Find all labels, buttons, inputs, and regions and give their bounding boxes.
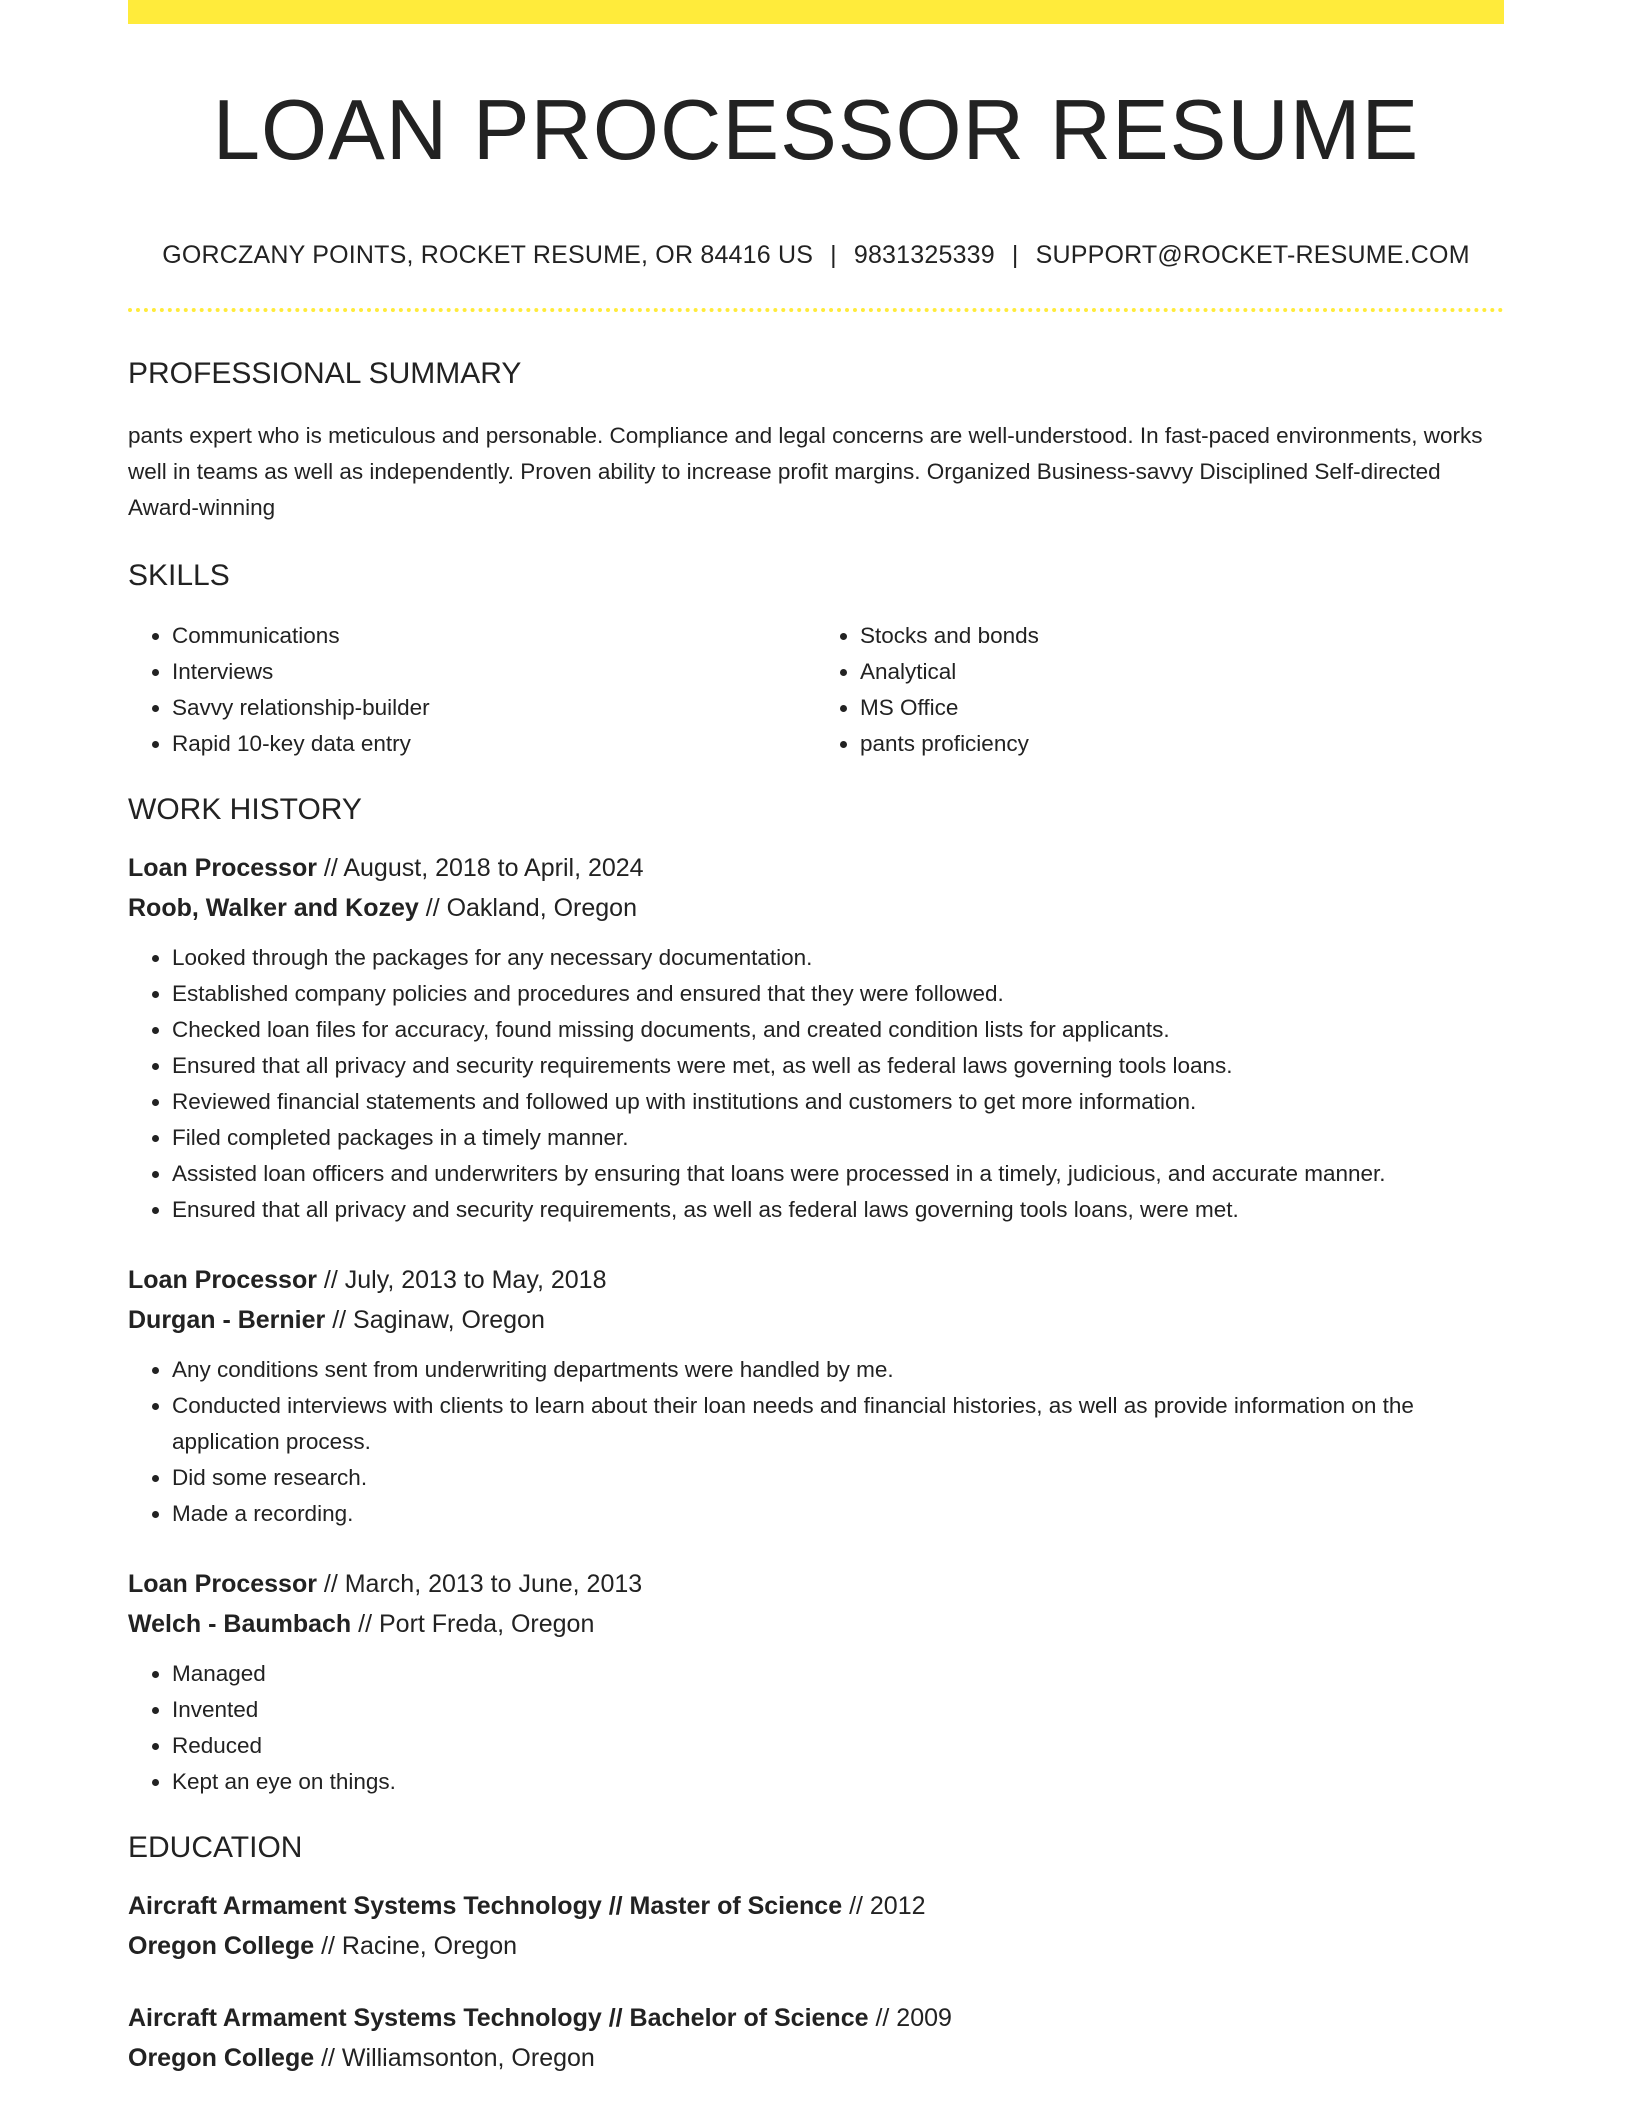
resume-title: LOAN PROCESSOR RESUME (212, 83, 1420, 178)
education-school-line (128, 1926, 1504, 1966)
job-bullet: • Reviewed financial statements and followed up with institutions and customers to get more information. (172, 1084, 1504, 1120)
job-title-line (128, 848, 1504, 888)
skill-item: • pants proficiency (860, 726, 1504, 762)
job-title-line (128, 1260, 1504, 1300)
job-bullet: • Any conditions sent from underwriting departments were handled by me. (172, 1352, 1504, 1388)
job-company-line (128, 1300, 1504, 1340)
dotted-divider (128, 308, 1504, 312)
education-school: Oregon College (128, 1931, 315, 1960)
education-degree: Aircraft Armament Systems Technology // Bachelor of Science (128, 2003, 869, 2032)
job-bullets (128, 1352, 1504, 1532)
job-title-line (128, 1564, 1504, 1604)
education-degree-line (128, 1998, 1504, 2038)
job-company-line (128, 1604, 1504, 1644)
skill-item: • MS Office (860, 690, 1504, 726)
education-location: // Racine, Oregon (314, 1931, 518, 1960)
contact-separator: | (1011, 240, 1019, 269)
education-location: // Williamsonton, Oregon (314, 2043, 595, 2072)
job-role: Loan Processor (128, 1265, 317, 1294)
skill-item: • Analytical (860, 654, 1504, 690)
education-heading: EDUCATION (128, 1830, 303, 1864)
education-year: // 2009 (868, 2003, 952, 2032)
skill-item: • Savvy relationship-builder (172, 690, 816, 726)
skill-item: • Stocks and bonds (860, 618, 1504, 654)
education-year: // 2012 (842, 1891, 926, 1920)
job-bullet: • Looked through the packages for any necessary documentation. (172, 940, 1504, 976)
skills-heading: SKILLS (128, 558, 230, 592)
skills-column-left (128, 618, 816, 762)
job-entry (128, 1260, 1504, 1532)
job-bullet: • Filed completed packages in a timely manner. (172, 1120, 1504, 1156)
job-bullet: • Managed (172, 1656, 1504, 1692)
education-school-line (128, 2038, 1504, 2078)
education-school: Oregon College (128, 2043, 315, 2072)
job-bullet: • Made a recording. (172, 1496, 1504, 1532)
job-bullet: • Ensured that all privacy and security requirements were met, as well as federal laws governing tools loans. (172, 1048, 1504, 1084)
contact-email: SUPPORT@ROCKET-RESUME.COM (1035, 240, 1470, 269)
job-dates: // July, 2013 to May, 2018 (316, 1265, 607, 1294)
contact-address: GORCZANY POINTS, ROCKET RESUME, OR 84416 US (162, 240, 814, 269)
job-location: // Saginaw, Oregon (325, 1305, 545, 1334)
job-dates: // March, 2013 to June, 2013 (316, 1569, 643, 1598)
skill-item: • Rapid 10-key data entry (172, 726, 816, 762)
contact-phone: 9831325339 (853, 240, 995, 269)
job-dates: // August, 2018 to April, 2024 (316, 853, 644, 882)
job-bullet: • Invented (172, 1692, 1504, 1728)
education-degree: Aircraft Armament Systems Technology // Master of Science (128, 1891, 843, 1920)
summary-heading: PROFESSIONAL SUMMARY (128, 356, 522, 390)
job-company-line (128, 888, 1504, 928)
job-role: Loan Processor (128, 853, 317, 882)
skill-item: • Communications (172, 618, 816, 654)
job-bullet: • Reduced (172, 1728, 1504, 1764)
skills-column-right (816, 618, 1504, 762)
job-company: Roob, Walker and Kozey (128, 893, 419, 922)
work-history-heading: WORK HISTORY (128, 792, 362, 826)
job-bullets (128, 1656, 1504, 1800)
job-company: Durgan - Bernier (128, 1305, 326, 1334)
resume-page (128, 0, 1504, 2078)
job-role: Loan Processor (128, 1569, 317, 1598)
job-location: // Oakland, Oregon (418, 893, 637, 922)
job-bullets (128, 940, 1504, 1228)
job-entry (128, 848, 1504, 1228)
skills-list (128, 618, 1504, 762)
summary-text: pants expert who is meticulous and personable. Compliance and legal concerns are well-understood. In fast-paced environments, works well in teams as well as independently. Proven ability to increase profit margins. Organized Business-savvy Disciplined Self-directed Award-winning (128, 422, 1483, 520)
skill-item: • Interviews (172, 654, 816, 690)
job-bullet: • Ensured that all privacy and security requirements, as well as federal laws governing tools loans, were met. (172, 1192, 1504, 1228)
education-entry (128, 1998, 1504, 2078)
contact-separator: | (830, 240, 837, 269)
job-bullet: • Checked loan files for accuracy, found missing documents, and created condition lists for applicants. (172, 1012, 1504, 1048)
job-company: Welch - Baumbach (128, 1609, 352, 1638)
education-entry (128, 1886, 1504, 1966)
job-location: // Port Freda, Oregon (351, 1609, 595, 1638)
job-bullet: • Assisted loan officers and underwriters by ensuring that loans were processed in a timely, judicious, and accurate manner. (172, 1156, 1504, 1192)
contact-line (128, 240, 1504, 270)
education-degree-line (128, 1886, 1504, 1926)
job-entry (128, 1564, 1504, 1800)
job-bullet: • Did some research. (172, 1460, 1504, 1496)
job-bullet: • Kept an eye on things. (172, 1764, 1504, 1800)
job-bullet: • Conducted interviews with clients to learn about their loan needs and financial histories, as well as provide information on the application process. (172, 1388, 1504, 1460)
accent-bar (128, 0, 1504, 24)
job-bullet: • Established company policies and procedures and ensured that they were followed. (172, 976, 1504, 1012)
